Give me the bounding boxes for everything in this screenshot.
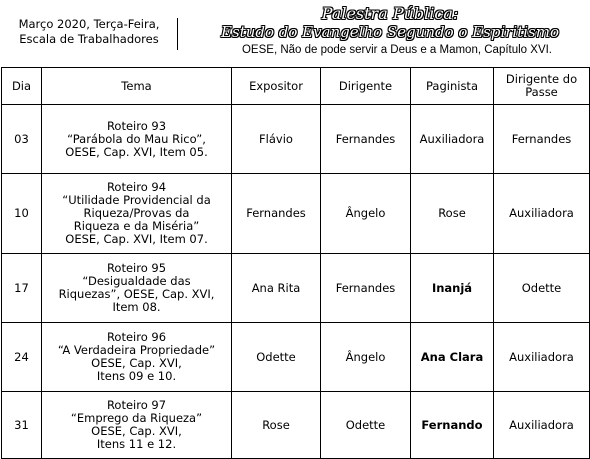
cell-paginista: Rose (411, 174, 494, 254)
header-info (14, 17, 164, 47)
cell-tema: Roteiro 93 “Parábola do Mau Rico”, OESE, Cap. XVI, Item 05. (42, 105, 232, 174)
page-subtitle: OESE, Não de pode servir a Deus e a Mamon, Capítulo XVI. (241, 44, 553, 56)
column-header-passe: Dirigente do Passe (494, 68, 590, 105)
cell-dirigente: Fernandes (321, 254, 411, 323)
cell-dia: 17 (2, 254, 42, 323)
cell-tema: Roteiro 97 “Emprego da Riqueza” OESE, Cap. XVI, Itens 11 e 12. (42, 392, 232, 459)
cell-dia: 31 (2, 392, 42, 459)
title-line-1: Palestra Pública: (321, 4, 459, 23)
cell-dirigente: Ângelo (321, 323, 411, 392)
cell-passe: Odette (494, 254, 590, 323)
cell-dia: 03 (2, 105, 42, 174)
cell-paginista: Auxiliadora (411, 105, 494, 174)
cell-tema: Roteiro 96 “A Verdadeira Propriedade” OESE, Cap. XVI, Itens 09 e 10. (42, 323, 232, 392)
cell-dirigente: Fernandes (321, 105, 411, 174)
cell-expositor: Ana Rita (232, 254, 321, 323)
column-header-dirigente: Dirigente (321, 68, 411, 105)
page-header (0, 0, 590, 66)
cell-tema: Roteiro 94 “Utilidade Providencial da Riqueza/Provas da Riqueza e da Miséria” OESE, Cap. XVI, Item 07. (42, 174, 232, 254)
cell-paginista: Ana Clara (411, 323, 494, 392)
table-row (2, 254, 590, 323)
cell-paginista: Inanjá (411, 254, 494, 323)
header-divider (177, 18, 178, 50)
cell-dirigente: Odette (321, 392, 411, 459)
cell-passe: Auxiliadora (494, 174, 590, 254)
cell-dirigente: Ângelo (321, 174, 411, 254)
column-header-expositor: Expositor (232, 68, 321, 105)
table-row (2, 392, 590, 459)
cell-expositor: Fernandes (232, 174, 321, 254)
date-line: Março 2020, Terça-Feira, (18, 17, 160, 31)
page-title (200, 4, 580, 41)
cell-paginista: Fernando (411, 392, 494, 459)
column-header-dia: Dia (2, 68, 42, 105)
cell-passe: Auxiliadora (494, 323, 590, 392)
table-row (2, 105, 590, 174)
schedule-table (1, 67, 590, 459)
table-row (2, 323, 590, 392)
table-header-row (2, 68, 590, 105)
column-header-paginista: Paginista (411, 68, 494, 105)
column-header-tema: Tema (42, 68, 232, 105)
cell-tema: Roteiro 95 “Desigualdade das Riquezas”, OESE, Cap. XVI, Item 08. (42, 254, 232, 323)
cell-passe: Fernandes (494, 105, 590, 174)
cell-passe: Auxiliadora (494, 392, 590, 459)
title-line-2: Estudo do Evangelho Segundo o Espiritismo (221, 23, 559, 41)
cell-expositor: Flávio (232, 105, 321, 174)
cell-dia: 10 (2, 174, 42, 254)
table-row (2, 174, 590, 254)
cell-expositor: Rose (232, 392, 321, 459)
cell-expositor: Odette (232, 323, 321, 392)
schedule-line: Escala de Trabalhadores (19, 32, 159, 46)
cell-dia: 24 (2, 323, 42, 392)
